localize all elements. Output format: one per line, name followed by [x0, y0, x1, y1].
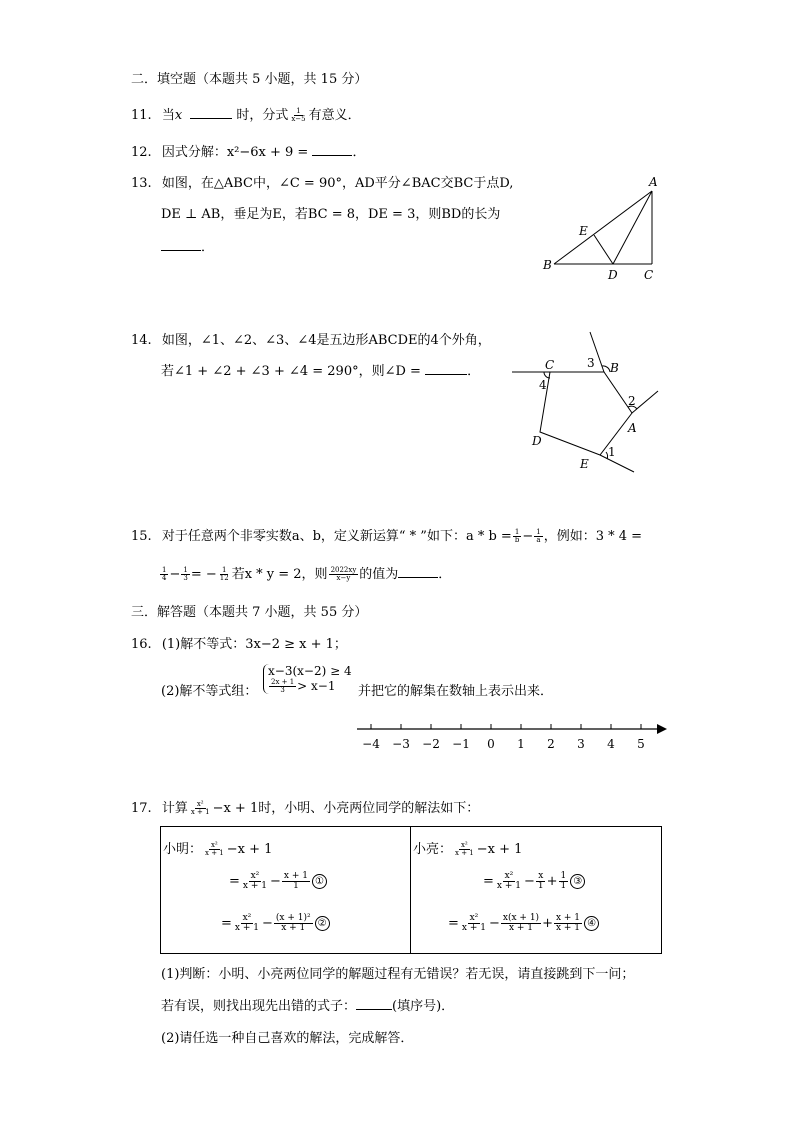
- fraction: $\frac{1}{4}$: [162, 566, 167, 582]
- angle-label-3: 3: [587, 356, 595, 370]
- q11-text: 时，分式: [236, 108, 289, 123]
- label-a: A: [628, 421, 637, 435]
- q15-end: ．: [438, 567, 452, 582]
- q12-end: ．: [352, 145, 366, 160]
- q15-text: 的值为: [359, 567, 399, 582]
- answer-blank[interactable]: [190, 106, 232, 119]
- q16-part2-label: (2)解不等式组：: [161, 684, 258, 699]
- q17-text: (填序号)．: [392, 999, 455, 1014]
- angle-label-4: 4: [539, 378, 547, 392]
- q11-text: 当: [161, 108, 175, 123]
- q14-line2: [161, 360, 480, 379]
- fraction: $\frac{\text{x²}}{x + 1}$: [190, 800, 210, 816]
- q15-line2: $\frac{1}{4}$ − $\frac{1}{3}$ = − $\frac{1}{12}$ 若x * y = 2，则 $\frac{2022xy}{x-y}$ 的值为 ．: [162, 566, 452, 582]
- question-number: 12.: [131, 145, 152, 160]
- label-e: E: [580, 457, 589, 471]
- xiaoming-step-2: = $\frac{\text{x²}}{x + 1}$ − $\frac{\text{(x + 1)²}}{x + 1}$ ②: [221, 914, 330, 933]
- segment-ad: [613, 191, 652, 264]
- step-mark: ④: [584, 916, 599, 931]
- q12-text: 因式分解：x²−6x + 9 =: [161, 145, 309, 160]
- q17-text: −x + 1时，小明、小亮两位同学的解法如下：: [212, 801, 480, 816]
- q13-line3: [161, 236, 214, 255]
- answer-blank[interactable]: [161, 238, 201, 251]
- q11-var: x: [174, 108, 183, 123]
- q15-text: 若x * y = 2，则: [231, 567, 328, 582]
- question-13: [131, 172, 513, 191]
- label-e: E: [579, 224, 588, 238]
- label-c: C: [644, 268, 654, 282]
- question-number: 16.: [131, 637, 152, 652]
- step-mark: ③: [570, 874, 585, 889]
- q17-text: 计算: [161, 801, 188, 816]
- answer-blank[interactable]: [398, 565, 438, 578]
- answer-blank[interactable]: [312, 143, 352, 156]
- xiaoliang-header: 小亮： $\frac{\text{x²}}{x + 1}$ −x + 1: [413, 841, 523, 857]
- answer-blank[interactable]: [356, 997, 392, 1010]
- question-17: [131, 797, 479, 816]
- extension-ae: [600, 455, 634, 472]
- fraction: $\frac{1}{12}$: [219, 566, 229, 582]
- fraction: $\frac{1}{3}$: [183, 566, 188, 582]
- inequality-system: [263, 664, 352, 694]
- question-12: [131, 141, 365, 160]
- q17-part1-line2: [161, 995, 454, 1014]
- label-c: C: [545, 358, 555, 372]
- system-line-2: $\frac{2x + 1}{3}$ > x−1: [271, 678, 336, 694]
- section-title: 三．解答题（本题共 7 小题，共 55 分）: [131, 605, 368, 620]
- label-b: B: [543, 258, 552, 272]
- label-b: B: [610, 361, 619, 375]
- student-name: 小明：: [163, 842, 203, 857]
- segment-de: [594, 235, 613, 264]
- q11-fraction: $\frac{1}{x-5}$: [291, 107, 306, 123]
- xiaoliang-step-1: = $\frac{\text{x²}}{x + 1}$ − $\frac{x}{1}$ + $\frac{1}{1}$ ③: [483, 872, 585, 891]
- question-number: 11.: [131, 108, 152, 123]
- question-15: 15. 对于任意两个非零实数a、b，定义新运算“ * ”如下：a * b = $\frac{1}{b}$ − $\frac{1}{a}$ ，例如：3 * 4 =: [131, 528, 643, 544]
- question-number: 13.: [131, 176, 152, 191]
- fraction: $\frac{2022xy}{x-y}$: [330, 566, 357, 582]
- student-name: 小亮：: [413, 842, 453, 857]
- q13-line1: 如图，在△ABC中，∠C = 90°，AD平分∠BAC交BC于点D,: [161, 176, 514, 191]
- q11-text: 有意义．: [308, 108, 361, 123]
- question-16: [131, 633, 347, 652]
- q16-part2-text: 并把它的解集在数轴上表示出来．: [358, 684, 554, 699]
- q15-text: ，例如：3 * 4 =: [543, 529, 643, 544]
- label-d: D: [608, 268, 618, 282]
- fraction: $\frac{1}{b}$: [514, 528, 520, 544]
- question-number: 17.: [131, 801, 152, 816]
- xiaoliang-step-2: = $\frac{\text{x²}}{x + 1}$ − $\frac{x(x + 1)}{x + 1}$ + $\frac{x + 1}{x + 1}$ ④: [448, 914, 599, 933]
- answer-blank[interactable]: [425, 362, 467, 375]
- step-mark: ①: [312, 874, 327, 889]
- tick-label: −4: [362, 737, 380, 751]
- q17-part1-line1: (1)判断：小明、小亮两位同学的解题过程有无错误？若无误，请直接跳到下一问；: [161, 967, 635, 982]
- extension-ba: [632, 391, 658, 413]
- question-11: [131, 104, 361, 123]
- step-mark: ②: [315, 916, 330, 931]
- q16-part1: (1)解不等式：3x−2 ≥ x + 1；: [161, 637, 347, 652]
- section-title: 二．填空题（本题共 5 小题，共 15 分）: [131, 72, 368, 87]
- system-line-1: x−3(x−2) ≥ 4: [268, 664, 352, 678]
- question-number: 15.: [131, 529, 152, 544]
- arrow-head-icon: [657, 724, 667, 734]
- q13-line2: DE ⊥ AB，垂足为E，若BC = 8，DE = 3，则BD的长为: [161, 207, 501, 222]
- q14-line1: 如图，∠1、∠2、∠3、∠4是五边形ABCDE的4个外角，: [161, 333, 491, 348]
- pentagon: [540, 372, 632, 455]
- table-divider: [410, 827, 411, 953]
- tick-label: 1: [517, 737, 525, 751]
- fraction: $\frac{1}{a}$: [536, 528, 541, 544]
- triangle-figure: [530, 172, 670, 282]
- q17-text: 若有误，则找出现先出错的式子：: [161, 999, 357, 1014]
- label-a: A: [649, 175, 658, 189]
- question-14: [131, 329, 491, 348]
- tick-label: 2: [547, 737, 555, 751]
- xiaoming-header: 小明： $\frac{\text{x²}}{x + 1}$ −x + 1: [163, 841, 273, 857]
- segment-ab: [554, 191, 652, 264]
- question-number: 14.: [131, 333, 152, 348]
- tick-label: 0: [487, 737, 495, 751]
- q17-part2: (2)请任选一种自己喜欢的解法，完成解答．: [161, 1031, 414, 1046]
- q14-end: ．: [467, 364, 481, 379]
- angle-label-1: 1: [608, 445, 616, 459]
- tick-label: −3: [392, 737, 410, 751]
- q15-text: 对于任意两个非零实数a、b，定义新运算“ * ”如下：a * b =: [161, 529, 512, 544]
- tick-label: −2: [422, 737, 440, 751]
- tick-label: 3: [577, 737, 585, 751]
- q13-end: ．: [201, 240, 215, 255]
- q14-text: 若∠1 + ∠2 + ∠3 + ∠4 = 290°，则∠D =: [161, 364, 421, 379]
- number-line: [355, 718, 671, 758]
- tick-label: 4: [607, 737, 615, 751]
- xiaoming-step-1: = $\frac{\text{x²}}{x + 1}$ − $\frac{x + 1}{1}$ ①: [229, 872, 327, 891]
- tick-label: −1: [452, 737, 470, 751]
- label-d: D: [532, 434, 542, 448]
- pentagon-figure: [510, 328, 670, 478]
- angle-label-2: 2: [628, 394, 636, 408]
- tick-label: 5: [637, 737, 645, 751]
